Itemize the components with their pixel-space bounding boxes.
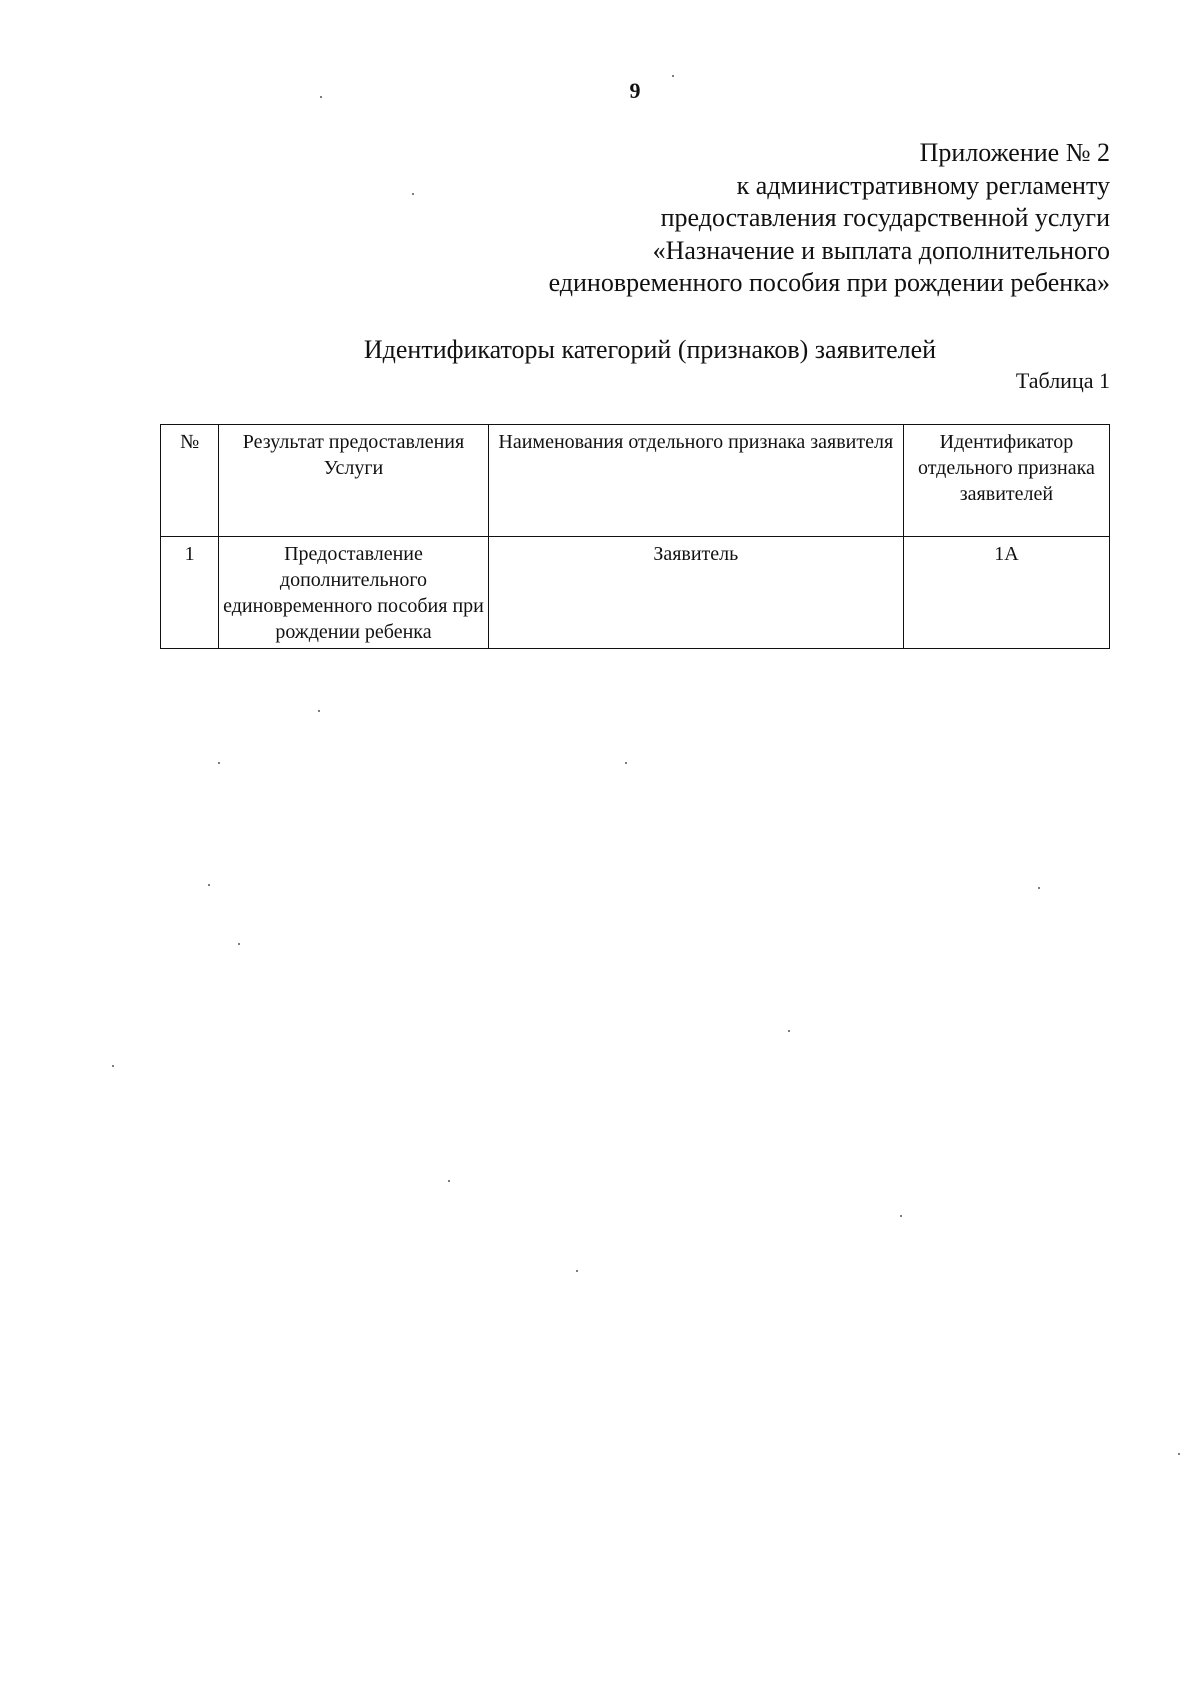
header-result: Результат предоставления Услуги [219,425,488,537]
scan-speck [672,75,674,77]
cell-number: 1 [161,537,219,649]
table-label: Таблица 1 [1015,368,1110,393]
header-identifier: Идентификатор отдельного признака заявителей [903,425,1109,537]
table-row [161,537,1110,649]
appendix-line: предоставления государственной услуги [660,203,1110,232]
appendix-line: к административному регламенту [736,170,1110,200]
appendix-line: «Назначение и выплата дополнительного [652,235,1110,265]
table-header-row [161,425,1110,537]
scan-speck [448,1180,450,1182]
header-feature-name: Наименования отдельного признака заявителя [488,425,903,537]
page-number: 9 [629,78,641,103]
appendix-line: единовременного пособия при рождении ребенка» [548,268,1110,297]
appendix-header [549,137,1110,300]
scan-speck [1178,1453,1180,1455]
scan-speck [576,1270,578,1272]
scan-speck [625,762,627,764]
cell-identifier: 1А [903,537,1109,649]
scan-speck [208,884,210,886]
scan-speck [112,1065,114,1067]
scan-speck [1038,887,1040,889]
scan-speck [318,710,320,712]
scan-speck [900,1215,902,1217]
scan-speck [320,96,322,98]
scan-speck [412,193,414,195]
header-number: № [161,425,219,537]
scan-speck [238,943,240,945]
scan-speck [218,762,220,764]
appendix-line: Приложение № 2 [919,138,1110,167]
scan-speck [788,1030,790,1032]
cell-result: Предоставление дополнительного единовременного пособия при рождении ребенка [219,537,488,649]
cell-feature-name: Заявитель [488,537,903,649]
document-title: Идентификаторы категорий (признаков) заявителей [363,335,937,364]
identifiers-table [160,424,1110,649]
